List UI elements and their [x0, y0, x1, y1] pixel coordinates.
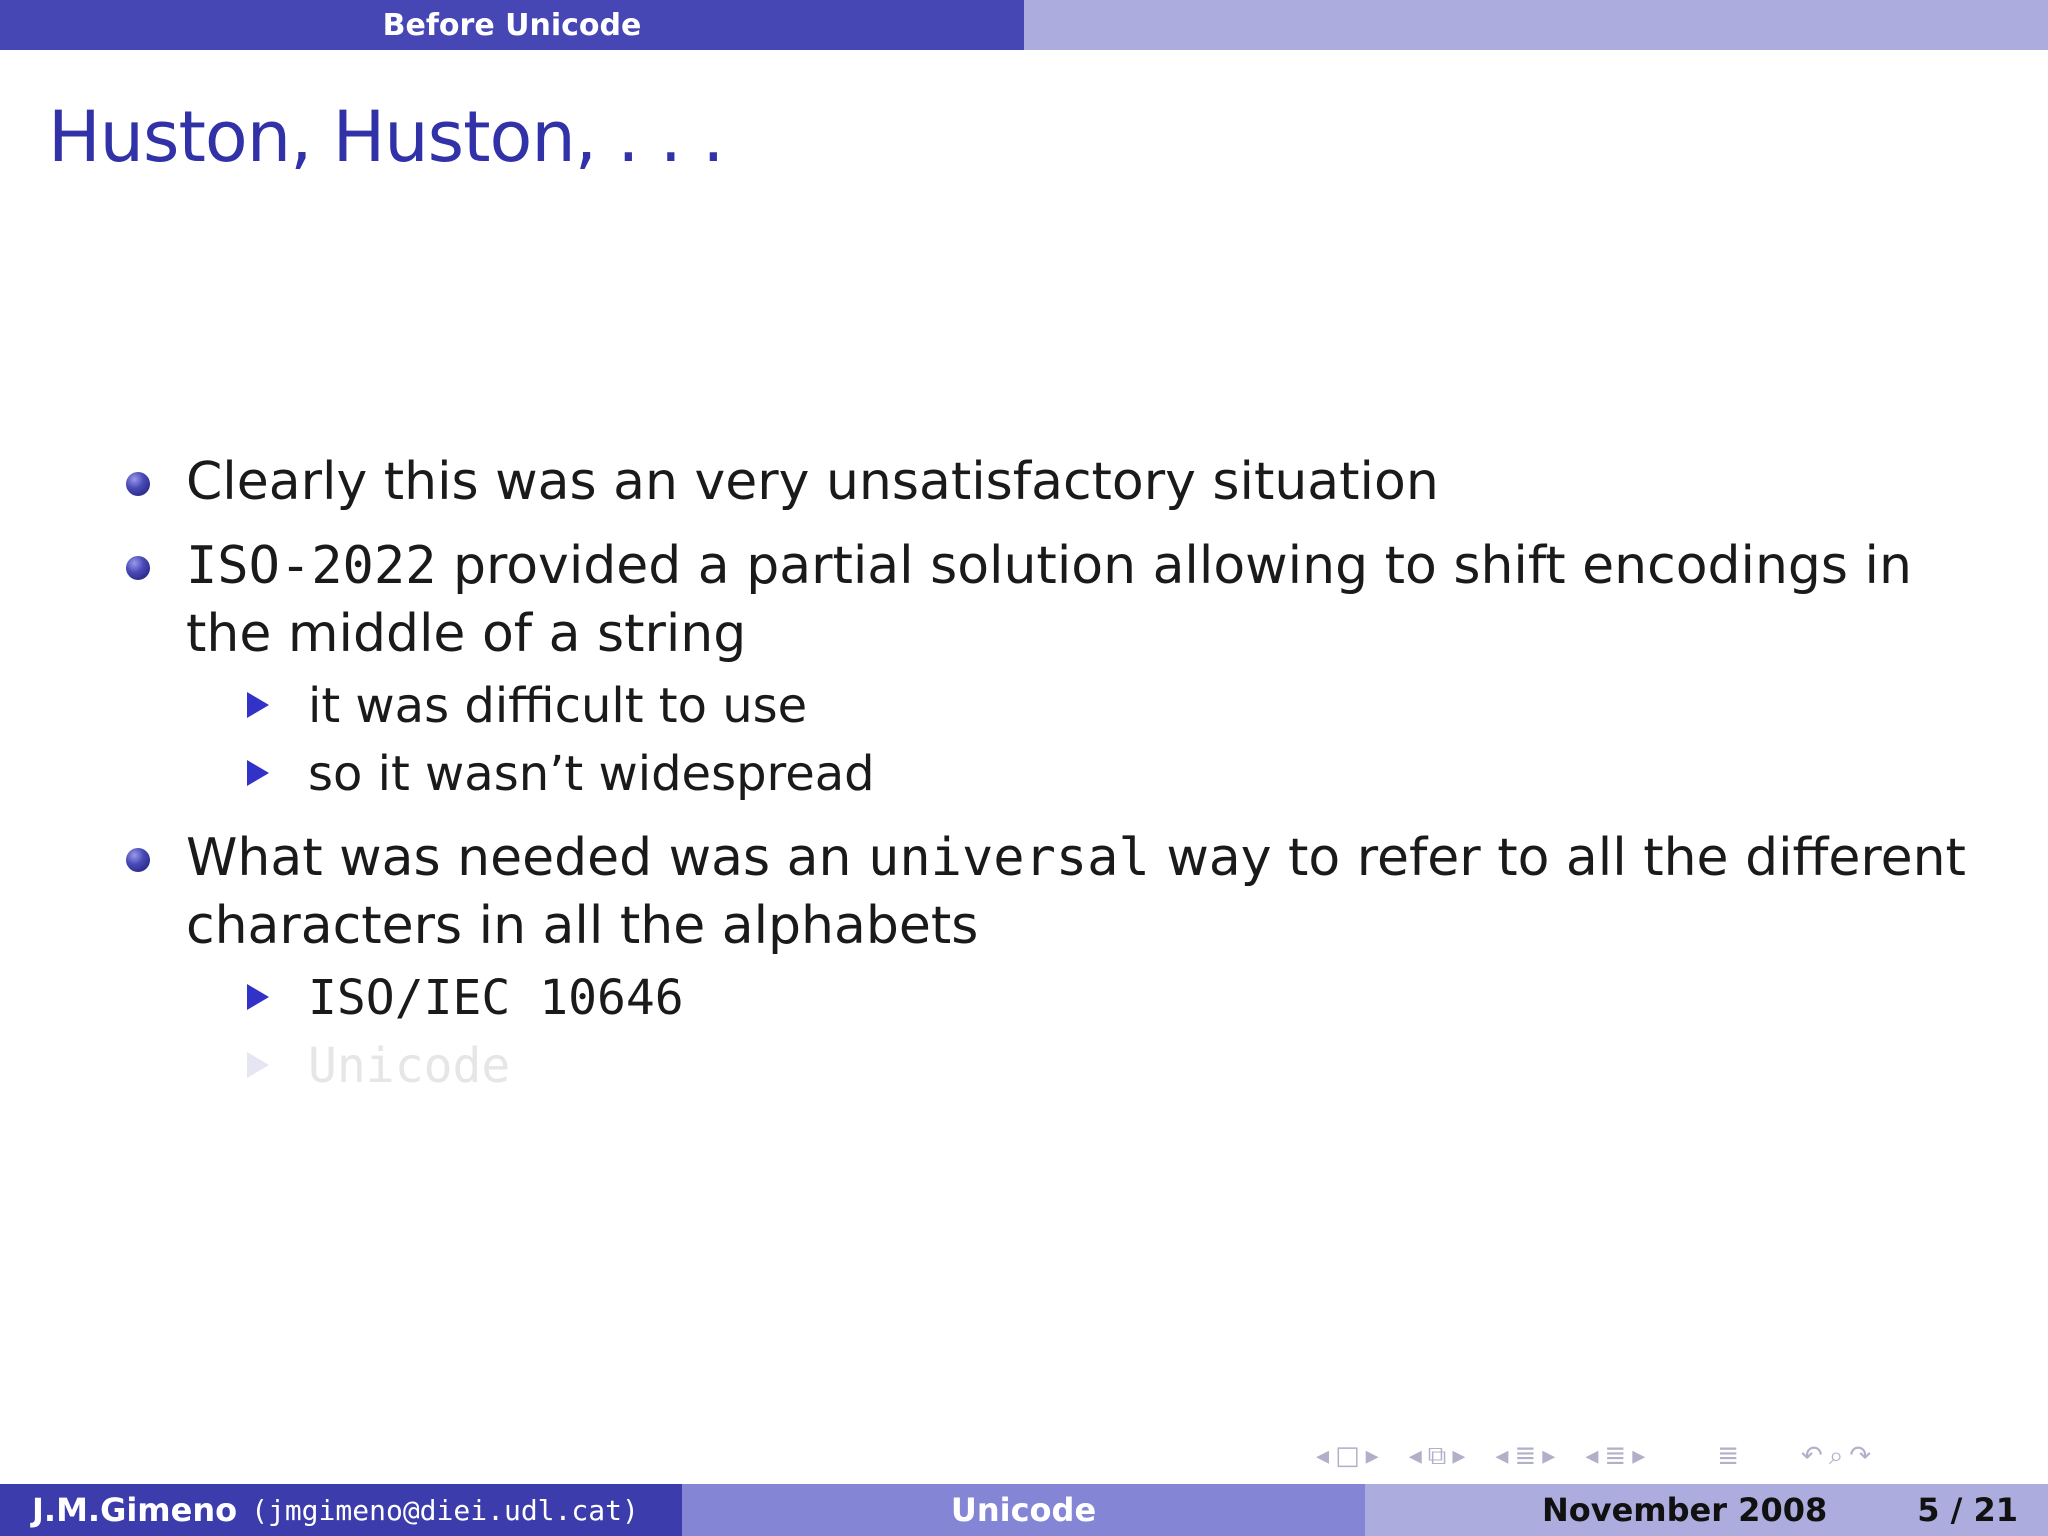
talk-date: November 2008: [1541, 1491, 1828, 1529]
search-icon[interactable]: ⌕: [1828, 1440, 1844, 1471]
section-tab[interactable]: [0, 0, 1024, 50]
footer-title: [682, 1484, 1365, 1536]
sub-item-text: Unicode: [308, 1038, 511, 1094]
item-text-cont: characters in all the alphabets: [186, 896, 979, 956]
align-icon[interactable]: ≣: [1717, 1441, 1740, 1471]
arrow-left-icon[interactable]: ◂: [1316, 1441, 1330, 1471]
frame-icon[interactable]: □: [1335, 1441, 1360, 1471]
talk-title: Unicode: [950, 1491, 1097, 1529]
author-email: (jmgimeno@diei.udl.cat): [251, 1493, 639, 1527]
sub-item-text: it was difficult to use: [308, 678, 808, 734]
subsection-icon[interactable]: ⧉: [1427, 1440, 1447, 1471]
ball-bullet-icon: [126, 556, 150, 580]
triangle-bullet-icon: [247, 760, 269, 786]
item-text: Clearly this was an very unsatisfactory situation: [186, 452, 1439, 512]
bullet-item-2: [0, 532, 1986, 668]
bullet-item-3: [0, 824, 1986, 960]
sub-item: [0, 964, 2048, 1032]
sub-item-text: ISO/IEC 10646: [308, 970, 684, 1026]
item-text: provided a partial solution allowing to shift encodings in: [436, 536, 1912, 596]
footer-bar: [0, 1484, 2048, 1536]
undo-icon[interactable]: ↶: [1801, 1441, 1823, 1471]
section-icon[interactable]: ≣: [1604, 1441, 1627, 1471]
arrow-right-icon[interactable]: ▸: [1452, 1441, 1466, 1471]
arrow-left-icon[interactable]: ◂: [1408, 1441, 1422, 1471]
section-icon[interactable]: ≣: [1514, 1441, 1537, 1471]
section-label: Before Unicode: [382, 7, 642, 43]
redo-icon[interactable]: ↷: [1849, 1441, 1872, 1471]
slide-content: [0, 448, 2048, 1100]
arrow-right-icon[interactable]: ▸: [1542, 1441, 1556, 1471]
frame-title: Huston, Huston, . . .: [48, 96, 724, 178]
arrow-right-icon[interactable]: ▸: [1365, 1441, 1379, 1471]
item-text: What was needed was an: [186, 828, 869, 888]
header-bar: [0, 0, 2048, 50]
triangle-bullet-icon: [247, 1052, 269, 1078]
ball-bullet-icon: [126, 848, 150, 872]
item-code: ISO-2022: [186, 536, 437, 596]
footer-author: [0, 1484, 682, 1536]
triangle-bullet-icon: [247, 692, 269, 718]
sub-item-text: so it wasn’t widespread: [308, 746, 875, 802]
footer-date-page: [1365, 1484, 2048, 1536]
bullet-item-1: [0, 448, 1986, 516]
sub-item-hidden: [0, 1032, 2048, 1100]
item-text: way to refer to all the different: [1149, 828, 1966, 888]
item-text-cont: the middle of a string: [186, 604, 747, 664]
arrow-left-icon[interactable]: ◂: [1585, 1441, 1599, 1471]
ball-bullet-icon: [126, 472, 150, 496]
item-code: universal: [868, 828, 1150, 888]
navigation-symbols: [1316, 1436, 1871, 1476]
author-name: J.M.Gimeno: [32, 1491, 238, 1529]
triangle-bullet-icon: [247, 984, 269, 1010]
arrow-right-icon[interactable]: ▸: [1632, 1441, 1646, 1471]
sub-item: [0, 740, 2048, 808]
sub-item: [0, 672, 2048, 740]
page-number: 5 / 21: [1917, 1491, 2018, 1529]
arrow-left-icon[interactable]: ◂: [1495, 1441, 1509, 1471]
